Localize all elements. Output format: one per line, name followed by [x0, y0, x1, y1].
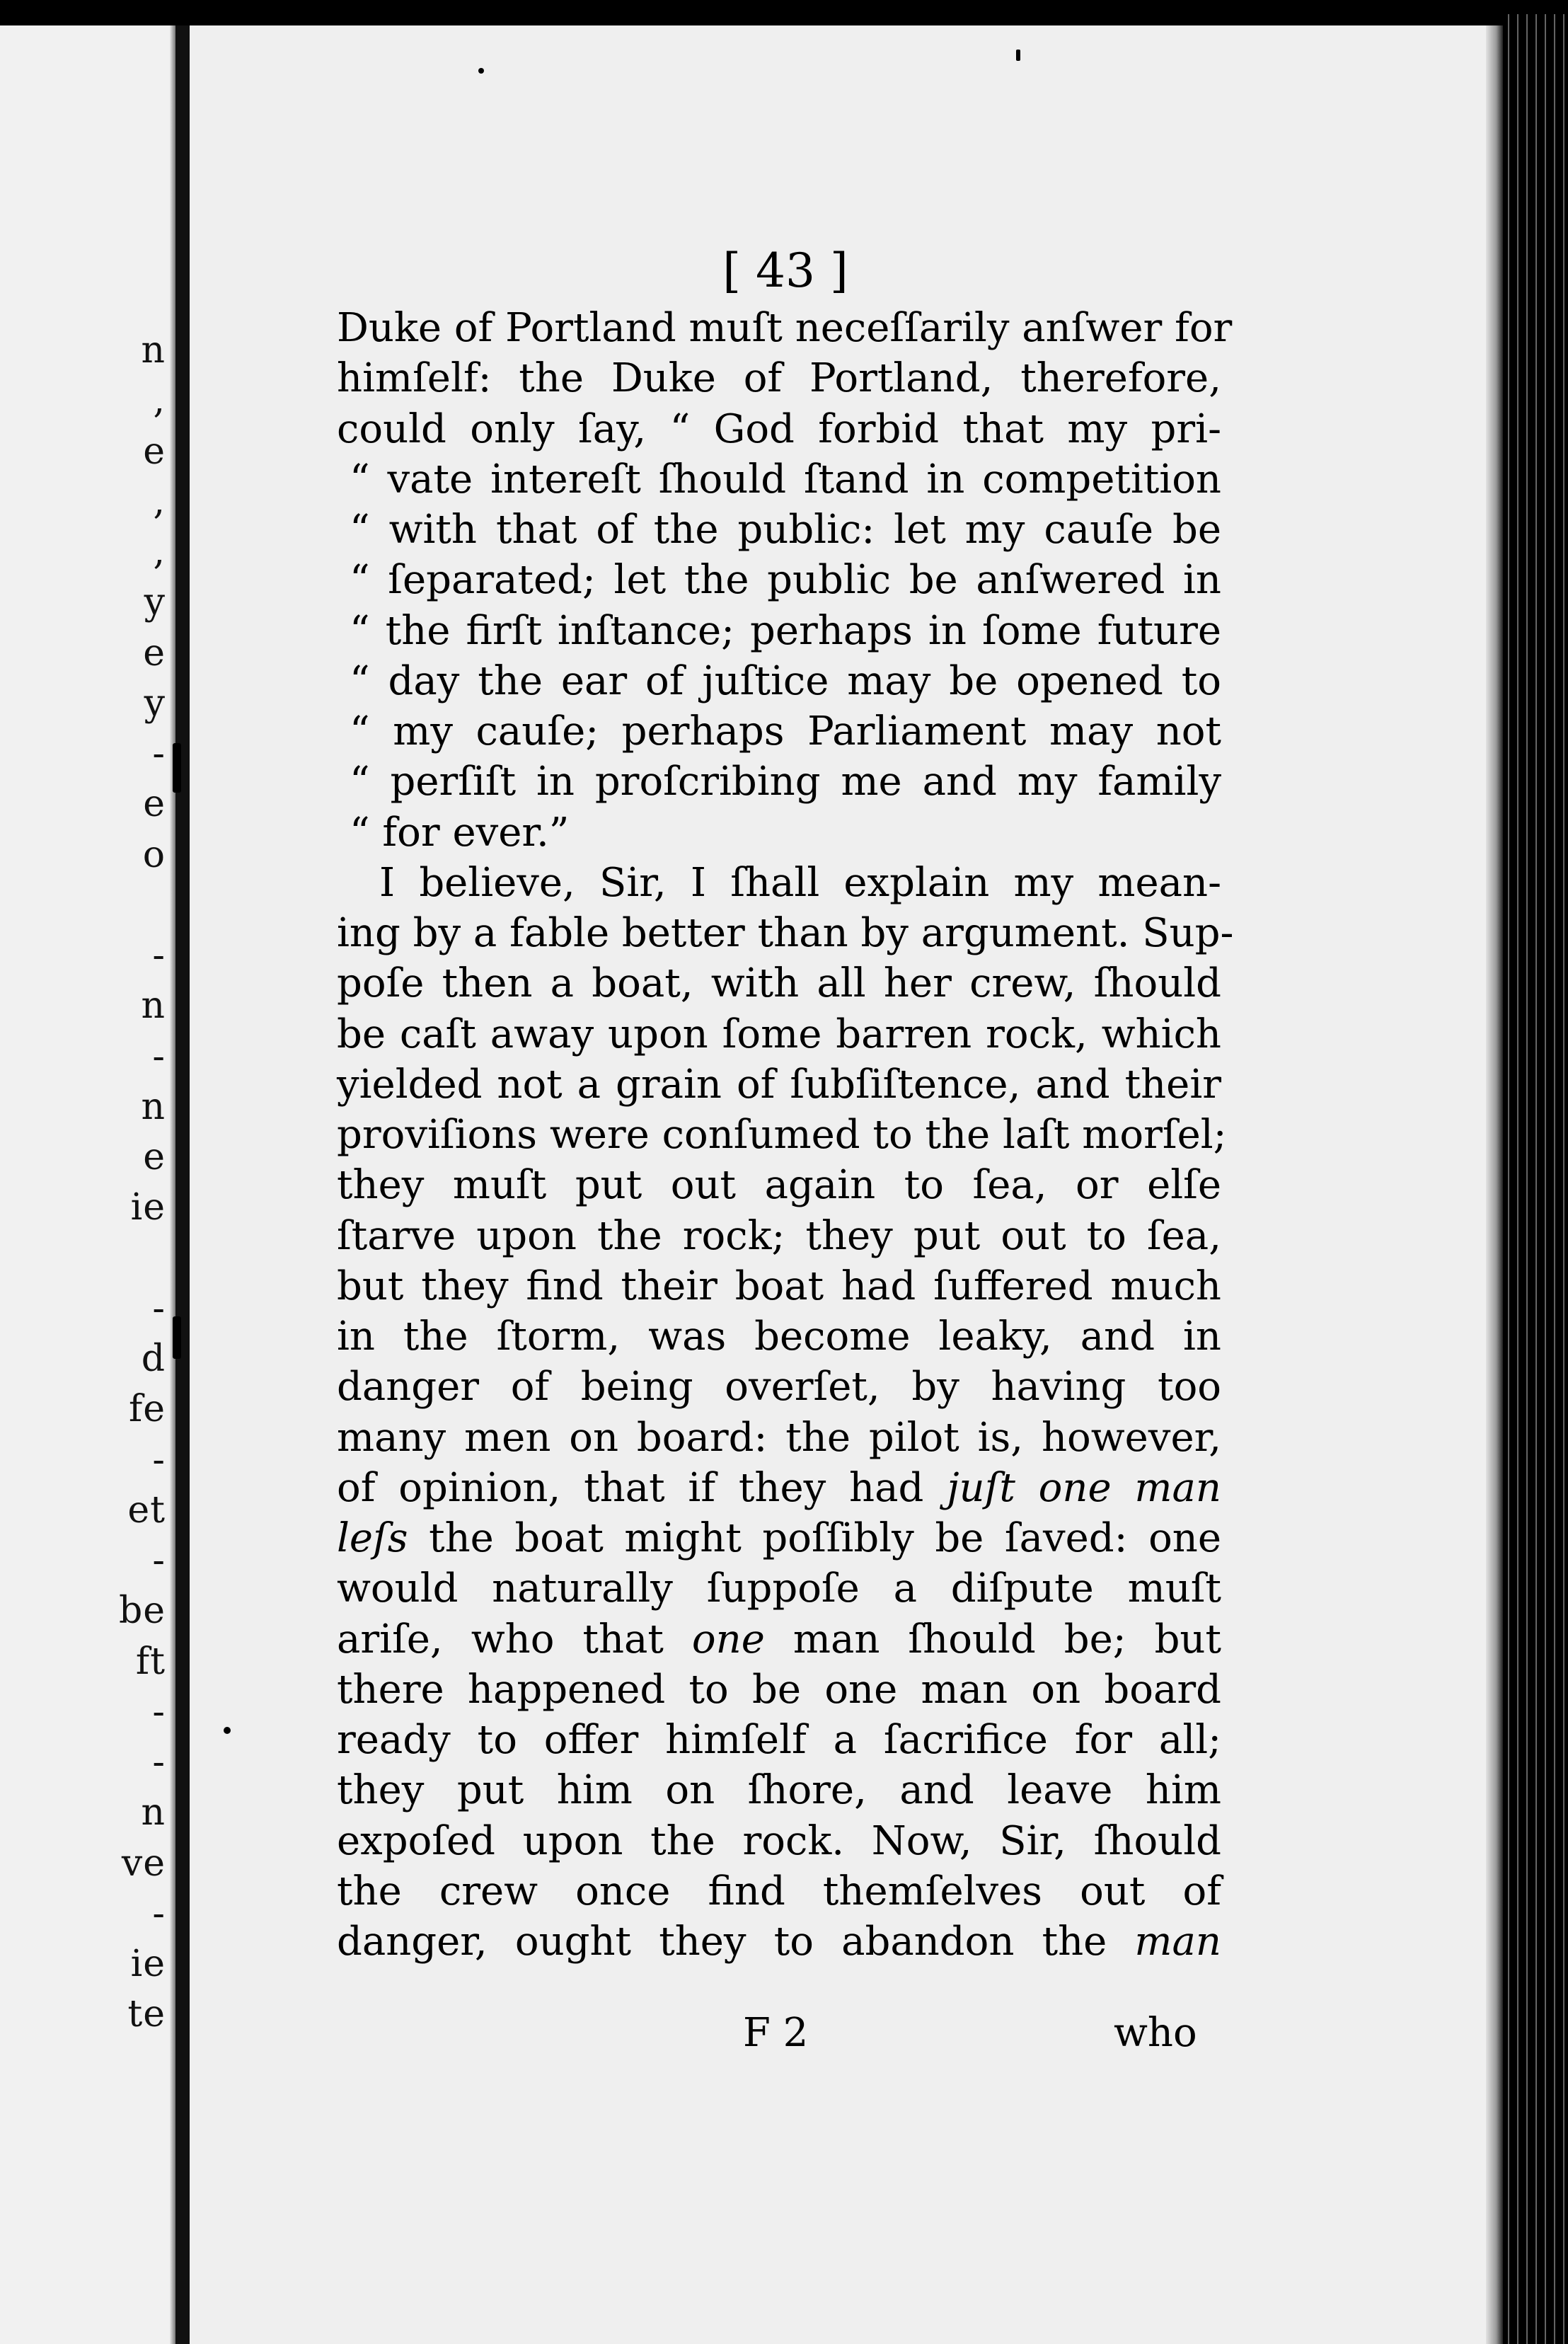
text-line: but they find their boat had ſuffered much: [337, 1263, 1221, 1309]
left-fragment: n: [141, 984, 166, 1028]
text-line: in the ſtorm, was become leaky, and in: [337, 1314, 1221, 1360]
text-line: himſelf: the Duke of Portland, therefore,: [337, 355, 1221, 402]
page-edge-shadow: [1486, 25, 1503, 2344]
ink-speck: [1016, 50, 1020, 61]
left-fragment: be: [118, 1590, 166, 1633]
text-line: yielded not a grain of ſubſiſtence, and their: [337, 1061, 1221, 1108]
text-line: they put him on ſhore, and leave him: [337, 1767, 1221, 1814]
left-fragment: e: [143, 1136, 166, 1178]
left-fragment: ve: [121, 1842, 166, 1885]
text-line: “ for ever.”: [350, 809, 570, 856]
left-fragment: n: [141, 1791, 166, 1834]
text-line: “ vate intereſt ſhould ſtand in competition: [350, 456, 1221, 502]
text-line: there happened to be one man on board: [337, 1666, 1221, 1713]
left-fragment: y: [144, 581, 166, 624]
left-fragment: -: [152, 1892, 166, 1935]
gutter-shadow: [170, 25, 175, 2344]
left-fragment: -: [152, 1035, 166, 1078]
signature-mark: F 2: [743, 2010, 809, 2056]
text-line: leſs the boat might poſſibly be ſaved: one: [337, 1515, 1221, 1561]
ink-speck: [478, 68, 484, 74]
left-fragment: e: [143, 783, 166, 826]
left-fragment: -: [152, 934, 166, 977]
left-fragment: d: [141, 1338, 166, 1380]
left-fragment: et: [127, 1488, 166, 1532]
text-line: ing by a fable better than by argument. Sup-: [337, 910, 1234, 956]
text-line: I believe, Sir, I ſhall explain my mean-: [379, 859, 1221, 906]
text-line: of opinion, that if they had juſt one man: [337, 1464, 1221, 1511]
text-line: ariſe, who that one man ſhould be; but: [337, 1616, 1222, 1662]
left-fragment: -: [152, 1741, 166, 1783]
text-line: could only ſay, “ God forbid that my pri-: [337, 406, 1221, 452]
text-line: Duke of Portland muſt neceſſarily anſwer for: [337, 305, 1233, 351]
text-line: “ with that of the public: let my cauſe be: [350, 507, 1221, 553]
text-line: danger, ought they to abandon the man: [337, 1919, 1221, 1965]
text-line: “ day the ear of juſtice may be opened to: [350, 657, 1221, 704]
catchword: who: [1114, 2010, 1197, 2056]
left-fragment: e: [143, 631, 166, 674]
text-line: “ the firſt inſtance; perhaps in ſome future: [350, 607, 1221, 654]
left-fragment: -: [152, 1287, 166, 1330]
text-line: be caſt away upon ſome barren rock, which: [337, 1011, 1221, 1057]
left-fragment: n: [141, 329, 166, 372]
text-line: “ perſiſt in proſcribing me and my family: [350, 759, 1221, 805]
left-fragment: ie: [130, 1186, 166, 1229]
text-line: many men on board: the pilot is, however,: [337, 1414, 1221, 1461]
left-fragment: -: [152, 1690, 166, 1733]
left-fragment: [0, 1234, 170, 1284]
text-line: proviſions were conſumed to the laſt morſel;: [337, 1112, 1227, 1158]
left-fragment: o: [142, 833, 166, 876]
binding-stitch: [173, 743, 181, 793]
text-line: “ my cauſe; perhaps Parliament may not: [350, 708, 1221, 754]
ink-speck: [224, 1727, 231, 1734]
left-fragment: -: [152, 732, 166, 775]
text-line: “ ſeparated; let the public be anſwered in: [350, 557, 1221, 604]
text-line: would naturally ſuppoſe a diſpute muſt: [337, 1565, 1221, 1612]
body-text: [337, 303, 1234, 1967]
text-line: danger of being overſet, by having too: [337, 1364, 1221, 1411]
left-fragment: -: [152, 1539, 166, 1582]
left-fragment: ft: [135, 1640, 166, 1683]
text-line: ſtarve upon the rock; they put out to ſea,: [337, 1212, 1221, 1259]
text-line: ready to offer himſelf a ſacrifice for all;: [337, 1717, 1221, 1763]
left-fragment: ,: [153, 480, 166, 523]
left-page-edge: [0, 25, 175, 2344]
left-fragment: ,: [153, 531, 166, 573]
left-fragment: ie: [130, 1943, 166, 1985]
text-line: the crew once find themſelves out of: [337, 1868, 1221, 1914]
page-number-header: [ 43 ]: [722, 243, 848, 298]
left-fragment: te: [127, 1993, 166, 2036]
left-fragment: ,: [153, 379, 166, 423]
binding-stitch: [173, 1316, 181, 1359]
left-fragment: fe: [128, 1388, 166, 1431]
left-fragment: -: [152, 1438, 166, 1481]
scan-top-border: [0, 0, 1568, 28]
left-fragment: [0, 880, 170, 931]
book-gutter: [175, 25, 190, 2344]
text-line: they muſt put out again to ſea, or elſe: [337, 1162, 1221, 1209]
text-line: poſe then a boat, with all her crew, ſhould: [337, 960, 1221, 1007]
text-line: expoſed upon the rock. Now, Sir, ſhould: [337, 1817, 1221, 1864]
left-fragment: y: [144, 682, 166, 725]
left-page-fragments: [0, 326, 170, 2040]
stacked-page-edges: [1503, 14, 1568, 2344]
left-fragment: e: [143, 430, 166, 473]
left-fragment: n: [141, 1085, 166, 1128]
